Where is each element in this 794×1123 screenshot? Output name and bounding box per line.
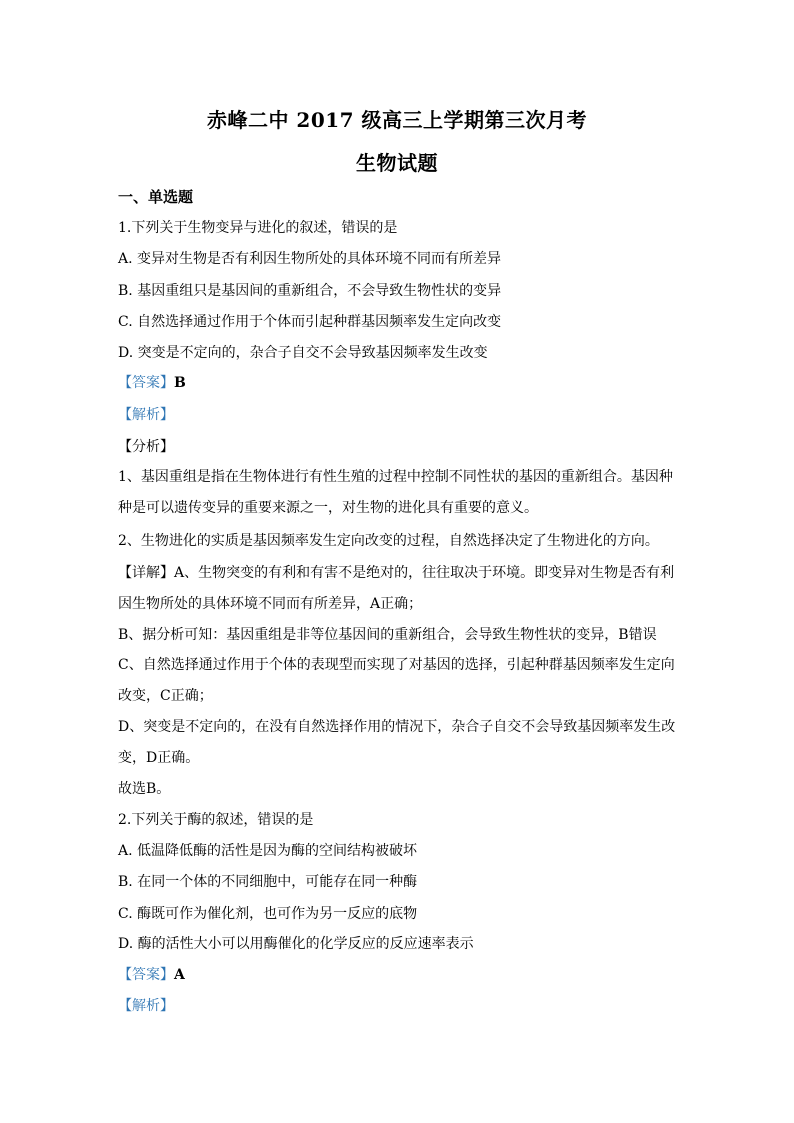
xiangjie-tag: 【详解】	[118, 565, 174, 581]
q2-option-a: A. 低温降低酶的活性是因为酶的空间结构被破坏	[118, 843, 418, 859]
q1-option-b: B. 基因重组只是基因间的重新组合，不会导致生物性状的变异	[118, 283, 502, 299]
q1-xiangjie-line	[118, 564, 683, 582]
exam-title: 赤峰二中 2017 级高三上学期第三次月考	[206, 108, 588, 132]
q2-option-d: D. 酶的活性大小可以用酶催化的化学反应的反应速率表示	[118, 936, 474, 952]
q1-option-d: D. 突变是不定向的，杂合子自交不会导致基因频率发生改变	[118, 345, 488, 361]
q1-xiangjie-line: C、自然选择通过作用于个体的表现型而实现了对基因的选择，引起种群基因频率发生定向	[118, 657, 675, 673]
answer-value: B	[174, 375, 186, 391]
q2-option-c: C. 酶既可作为催化剂，也可作为另一反应的底物	[118, 906, 418, 922]
exam-subtitle: 生物试题	[356, 151, 438, 175]
q1-fenxi-line: 种是可以遗传变异的重要来源之一，对生物的进化具有重要的意义。	[118, 500, 538, 516]
q1-option-a: A. 变异对生物是否有利因生物所处的具体环境不同而有所差异	[118, 251, 502, 267]
q1-xiangjie-line: 变，D正确。	[118, 750, 200, 766]
question-2-stem: 2.下列关于酶的叙述，错误的是	[118, 812, 314, 828]
q2-option-b: B. 在同一个体的不同细胞中，可能存在同一种酶	[118, 874, 418, 890]
q1-fenxi-tag: 【分析】	[118, 439, 174, 455]
q1-fenxi-line: 2、生物进化的实质是基因频率发生定向改变的过程，自然选择决定了生物进化的方向。	[118, 533, 659, 549]
q1-answer	[118, 374, 683, 392]
q1-xiangjie-line: D、突变是不定向的，在没有自然选择作用的情况下，杂合子自交不会导致基因频率发生改	[118, 719, 676, 735]
answer-tag: 【答案】	[118, 375, 174, 391]
question-1-stem: 1.下列关于生物变异与进化的叙述，错误的是	[118, 220, 398, 236]
answer-tag: 【答案】	[118, 967, 174, 983]
q1-fenxi-line: 1、基因重组是指在生物体进行有性生殖的过程中控制不同性状的基因的重新组合。基因种	[118, 469, 673, 485]
q2-answer	[118, 966, 683, 984]
section-heading: 一、单选题	[118, 188, 194, 206]
q1-jiexi-tag: 【解析】	[118, 407, 174, 423]
q1-option-c: C. 自然选择通过作用于个体而引起种群基因频率发生定向改变	[118, 314, 502, 330]
answer-value: A	[174, 967, 185, 983]
q2-jiexi-tag: 【解析】	[118, 998, 174, 1014]
q1-xiangjie-line: 因生物所处的具体环境不同而有所差异，A正确；	[118, 596, 423, 612]
xiangjie-text: A、生物突变的有利和有害不是绝对的，往往取决于环境。即变异对生物是否有利	[174, 565, 675, 581]
q1-xiangjie-line: 故选B。	[118, 781, 171, 797]
q1-xiangjie-line: B、据分析可知：基因重组是非等位基因间的重新组合，会导致生物性状的变异，B错误	[118, 627, 657, 643]
q1-xiangjie-line: 改变，C正确；	[118, 688, 213, 704]
